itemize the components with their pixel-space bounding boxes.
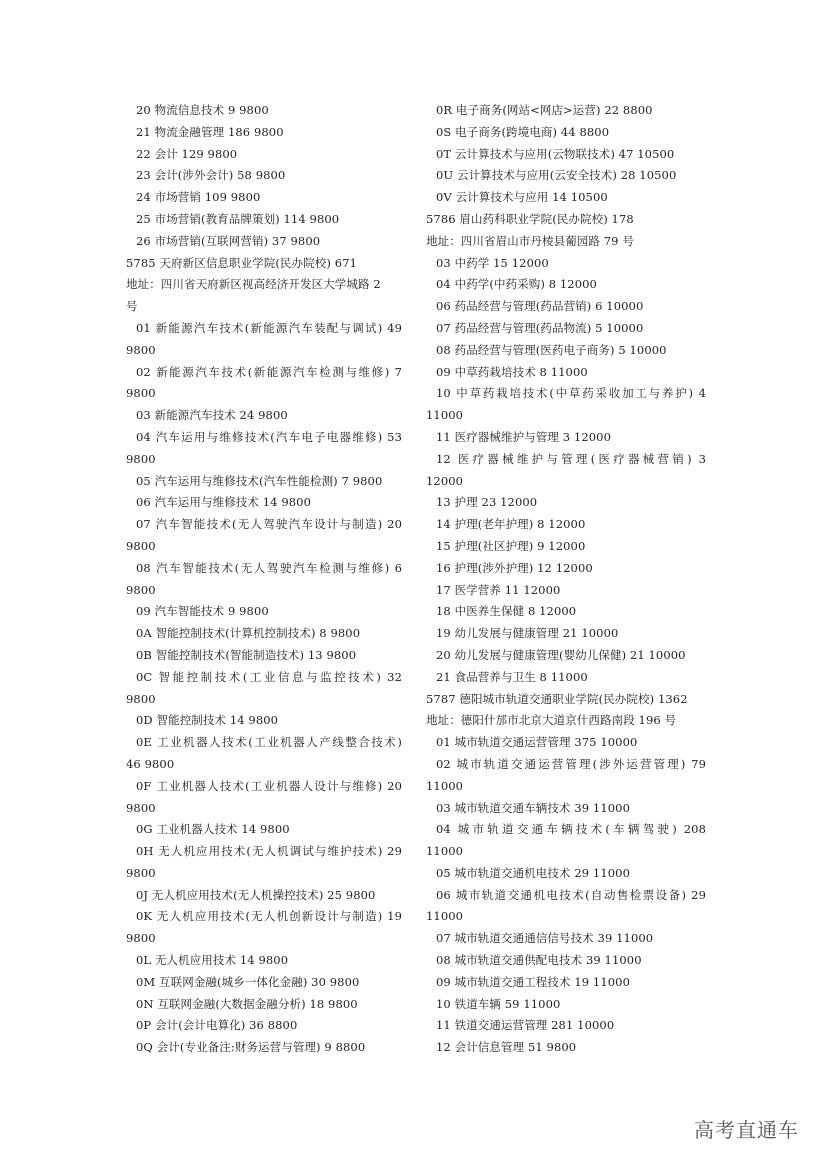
- right-text-line: 01 城市轨道交通运营管理 375 10000: [436, 735, 638, 750]
- right-text-line: 11000: [426, 844, 464, 859]
- right-text-line: 11 铁道交通运营管理 281 10000: [436, 1018, 615, 1033]
- left-text-line: 0P 会计(会计电算化) 36 8800: [136, 1018, 298, 1033]
- right-text-line: 5786 眉山药科职业学院(民办院校) 178: [426, 211, 634, 226]
- right-text-line: 12 医疗器械维护与管理(医疗器械营销) 3: [436, 451, 706, 466]
- right-text-line: 10 中草药栽培技术(中草药采收加工与养护) 4: [436, 386, 706, 401]
- right-text-line: 0R 电子商务(网站<网店>运营) 22 8800: [436, 103, 653, 117]
- left-text-line: 20 物流信息技术 9 9800: [136, 103, 269, 117]
- watermark-logo-text: 高考直通车: [694, 1118, 799, 1142]
- left-text-line: 03 新能源汽车技术 24 9800: [136, 408, 288, 423]
- left-text-line: 04 汽车运用与维修技术(汽车电子电器维修) 53: [136, 429, 402, 444]
- right-text-line: 地址：德阳什邡市北京大道京什西路南段 196 号: [426, 713, 677, 728]
- right-text-line: 21 食品营养与卫生 8 11000: [436, 669, 588, 684]
- left-text-line: 21 物流金融管理 186 9800: [136, 124, 284, 139]
- right-text-line: 08 药品经营与管理(医药电子商务) 5 10000: [436, 342, 667, 357]
- left-text-line: 9800: [126, 800, 156, 815]
- left-text-line: 05 汽车运用与维修技术(汽车性能检测) 7 9800: [136, 473, 383, 488]
- left-text-line: 0L 无人机应用技术 14 9800: [136, 953, 289, 968]
- right-text-line: 17 医学营养 11 12000: [436, 582, 561, 597]
- right-text-line: 09 中草药栽培技术 8 11000: [436, 364, 588, 379]
- right-text-line: 05 城市轨道交通机电技术 29 11000: [436, 865, 631, 880]
- left-text-line: 01 新能源汽车技术(新能源汽车装配与调试) 49: [136, 320, 402, 335]
- right-text-line: 02 城市轨道交通运营管理(涉外运营管理) 79: [436, 756, 706, 771]
- right-text-line: 0S 电子商务(跨境电商) 44 8800: [436, 124, 610, 139]
- right-text-line: 06 药品经营与管理(药品营销) 6 10000: [436, 299, 644, 314]
- right-text-line: 03 中药学 15 12000: [436, 255, 549, 270]
- left-text-line: 0M 互联网金融(城乡一体化金融) 30 9800: [136, 974, 360, 989]
- right-text-line: 0U 云计算技术与应用(云安全技术) 28 10500: [436, 168, 677, 183]
- right-text-line: 10 铁道车辆 59 11000: [436, 996, 561, 1011]
- right-text-line: 04 中药学(中药采购) 8 12000: [436, 277, 597, 292]
- left-text-line: 9800: [126, 386, 156, 401]
- right-text-line: 11000: [426, 408, 464, 423]
- left-text-line: 23 会计(涉外会计) 58 9800: [136, 168, 286, 183]
- right-text-line: 地址：四川省眉山市丹棱县葡园路 79 号: [426, 233, 634, 248]
- left-text-line: 0G 工业机器人技术 14 9800: [136, 822, 290, 837]
- left-text-line: 46 9800: [126, 756, 175, 771]
- left-text-line: 0N 互联网金融(大数据金融分析) 18 9800: [136, 996, 358, 1011]
- right-text-line: 08 城市轨道交通供配电技术 39 11000: [436, 953, 642, 968]
- right-text-line: 06 城市轨道交通机电技术(自动售检票设备) 29: [436, 887, 706, 902]
- right-text-line: 11000: [426, 909, 464, 924]
- left-text-line: 9800: [126, 342, 156, 357]
- left-text-line: 0Q 会计(专业备注:财务运营与管理) 9 8800: [136, 1040, 366, 1055]
- right-text-line: 16 护理(涉外护理) 12 12000: [436, 560, 593, 575]
- right-text-line: 12000: [426, 473, 464, 488]
- right-text-line: 11 医疗器械维护与管理 3 12000: [436, 429, 611, 444]
- left-text-line: 02 新能源汽车技术(新能源汽车检测与维修) 7: [136, 364, 402, 379]
- right-text-line: 11000: [426, 778, 464, 793]
- left-text-line: 0B 智能控制技术(智能制造技术) 13 9800: [136, 647, 357, 662]
- left-text-line: 09 汽车智能技术 9 9800: [136, 604, 269, 619]
- left-text-line: 08 汽车智能技术(无人驾驶汽车检测与维修) 6: [136, 560, 402, 575]
- left-text-line: 9800: [126, 865, 156, 880]
- right-text-line: 5787 德阳城市轨道交通职业学院(民办院校) 1362: [426, 691, 688, 706]
- right-text-line: 03 城市轨道交通车辆技术 39 11000: [436, 800, 631, 815]
- left-text-line: 0A 智能控制技术(计算机控制技术) 8 9800: [136, 626, 361, 641]
- left-text-line: 9800: [126, 691, 156, 706]
- right-column: [426, 100, 706, 1059]
- left-text-line: 25 市场营销(教育品牌策划) 114 9800: [136, 211, 340, 226]
- right-text-line: 12 会计信息管理 51 9800: [436, 1040, 577, 1055]
- left-text-line: 0F 工业机器人技术(工业机器人设计与维修) 20: [136, 778, 402, 793]
- left-text-line: 22 会计 129 9800: [136, 146, 238, 161]
- left-text-line: 07 汽车智能技术(无人驾驶汽车设计与制造) 20: [136, 517, 402, 532]
- left-text-line: 9800: [126, 451, 156, 466]
- left-text-line: 9800: [126, 538, 156, 553]
- right-text-line: 04 城市轨道交通车辆技术(车辆驾驶) 208: [436, 822, 706, 837]
- right-text-line: 14 护理(老年护理) 8 12000: [436, 517, 586, 532]
- left-text-line: 地址：四川省天府新区视高经济开发区大学城路 2: [126, 277, 381, 292]
- left-text-line: 0C 智能控制技术(工业信息与监控技术) 32: [136, 669, 402, 684]
- left-text-line: 0K 无人机应用技术(无人机创新设计与制造) 19: [136, 909, 402, 924]
- left-text-line: 0H 无人机应用技术(无人机调试与维护技术) 29: [136, 844, 402, 859]
- right-text-line: 15 护理(社区护理) 9 12000: [436, 538, 586, 553]
- right-text-line: 0V 云计算技术与应用 14 10500: [436, 190, 608, 205]
- right-text-line: 19 幼儿发展与健康管理 21 10000: [436, 626, 619, 641]
- right-text-line: 0T 云计算技术与应用(云物联技术) 47 10500: [436, 146, 675, 161]
- left-text-line: 号: [126, 299, 138, 314]
- left-text-line: 06 汽车运用与维修技术 14 9800: [136, 495, 311, 510]
- left-text-line: 24 市场营销 109 9800: [136, 190, 261, 205]
- left-text-line: 5785 天府新区信息职业学院(民办院校) 671: [126, 255, 357, 270]
- right-text-line: 09 城市轨道交通工程技术 19 11000: [436, 974, 631, 989]
- left-column: [126, 100, 402, 1059]
- left-text-line: 9800: [126, 931, 156, 946]
- right-text-line: 18 中医养生保健 8 12000: [436, 604, 577, 619]
- right-text-line: 13 护理 23 12000: [436, 495, 538, 510]
- right-text-line: 07 城市轨道交通通信信号技术 39 11000: [436, 931, 654, 946]
- left-text-line: 26 市场营销(互联网营销) 37 9800: [136, 233, 321, 248]
- right-text-line: 07 药品经营与管理(药品物流) 5 10000: [436, 320, 644, 335]
- left-text-line: 0D 智能控制技术 14 9800: [136, 713, 279, 728]
- left-text-line: 0J 无人机应用技术(无人机操控技术) 25 9800: [136, 887, 376, 902]
- right-text-line: 20 幼儿发展与健康管理(婴幼儿保健) 21 10000: [436, 647, 686, 662]
- left-text-line: 0E 工业机器人技术(工业机器人产线整合技术): [136, 735, 402, 750]
- left-text-line: 9800: [126, 582, 156, 597]
